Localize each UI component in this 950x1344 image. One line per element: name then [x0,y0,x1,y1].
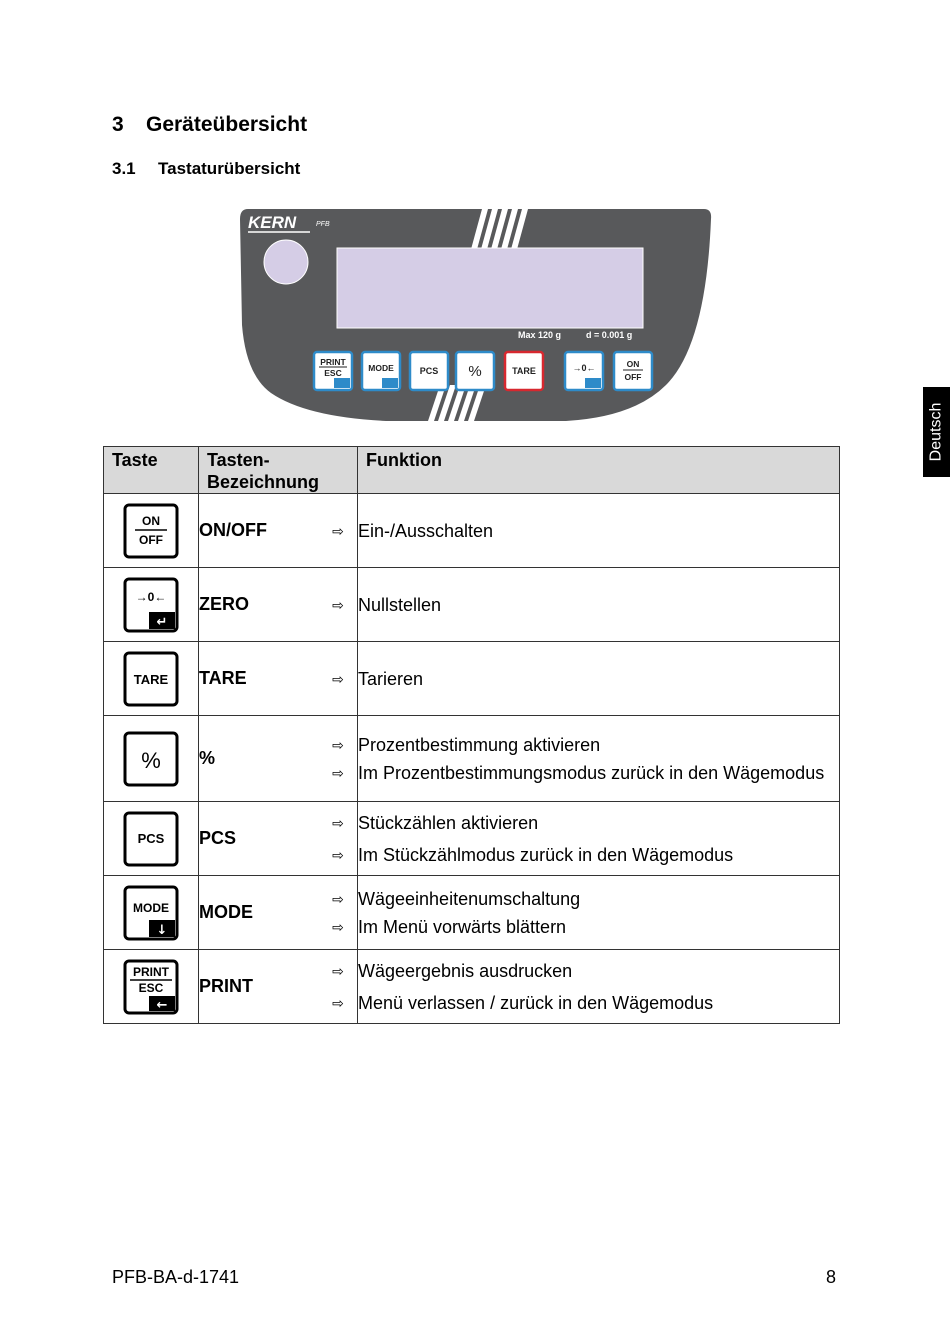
table-row [104,876,840,950]
table-header-row [104,447,840,494]
key-name: % [199,716,358,802]
section-heading: 3 Geräteübersicht [112,113,308,136]
arrow-right-icon: ⇨ [332,670,344,687]
readability-label: d = 0.001 g [586,330,633,340]
svg-text:OFF: OFF [139,532,163,547]
function-item: ⇨ Tarieren [358,667,839,691]
function-item: ⇨ Ein-/Ausschalten [358,519,839,543]
svg-text:TARE: TARE [133,671,169,687]
arrow-right-icon: ⇨ [332,764,344,781]
svg-text:ON: ON [626,359,640,369]
svg-text:PCS: PCS [137,830,165,846]
svg-text:TARE: TARE [512,366,536,376]
key-name: PRINT [199,950,358,1024]
keypad-panel-illustration [236,205,716,423]
table-row [104,642,840,716]
brand-logo: KERN [248,213,297,232]
function-item: ⇨ Wägeeinheitenumschaltung [358,887,839,911]
svg-text:%: % [141,747,161,773]
function-item: ⇨ Prozentbestimmung aktivieren [358,733,839,757]
function-item: ⇨ Nullstellen [358,593,839,617]
arrow-right-icon: ⇨ [332,918,344,935]
svg-text:ESC: ESC [138,980,164,995]
function-item: ⇨ Im Prozentbestimmungsmodus zurück in den Wägemodus [358,761,839,785]
print-esc-key-icon [123,959,179,1015]
key-name: PCS [199,802,358,876]
panel-key-zero [565,352,603,390]
col-header-name: Tasten- Bezeichnung [199,447,358,494]
zero-key-icon [123,577,179,633]
on-off-key-icon [123,503,179,559]
panel-key-pcs [410,352,448,390]
table-row [104,716,840,802]
svg-text:ESC: ESC [324,368,342,378]
table-row [104,802,840,876]
table-row [104,568,840,642]
capacity-label: Max 120 g [518,330,562,340]
col-header-key: Taste [104,447,199,494]
function-item: ⇨ Menü verlassen / zurück in den Wägemodus [358,991,839,1015]
svg-text:%: % [468,363,482,380]
language-tab: Deutsch [923,387,950,477]
svg-text:OFF: OFF [624,372,642,382]
col-header-function: Funktion [358,447,840,494]
table-row [104,950,840,1024]
pcs-key-icon [123,811,179,867]
svg-text:↵: ↵ [156,614,168,630]
display-window [337,248,643,328]
panel-key-tare [505,352,543,390]
key-name: ON/OFF [199,494,358,568]
document-id: PFB-BA-d-1741 [112,1267,240,1287]
arrow-right-icon: ⇨ [332,846,344,863]
mode-key-icon [123,885,179,941]
arrow-right-icon: ⇨ [332,994,344,1011]
svg-text:PRINT: PRINT [133,964,169,979]
level-indicator [264,240,308,284]
tare-key-icon [123,651,179,707]
svg-text:MODE: MODE [368,363,394,373]
arrow-right-icon: ⇨ [332,736,344,753]
key-name: ZERO [199,568,358,642]
function-item: ⇨ Im Menü vorwärts blättern [358,915,839,939]
panel-key-on-off [614,352,652,390]
percent-key-icon [123,731,179,787]
svg-text:MODE: MODE [133,900,169,915]
svg-text:↓: ↓ [156,922,168,938]
function-item: ⇨ Wägeergebnis ausdrucken [358,959,839,983]
svg-text:PRINT: PRINT [320,357,346,367]
page-number: 8 [826,1267,837,1287]
key-name: MODE [199,876,358,950]
panel-key-print-esc [314,352,352,390]
svg-text:→0←: →0← [572,363,596,373]
table-row [104,494,840,568]
key-name: TARE [199,642,358,716]
function-item: ⇨ Im Stückzählmodus zurück in den Wägemodus [358,843,839,867]
subsection-heading: 3.1 Tastaturübersicht [112,159,301,178]
panel-key-percent [456,352,494,390]
svg-text:→0←: →0← [135,589,167,604]
arrow-right-icon: ⇨ [332,814,344,831]
arrow-right-icon: ⇨ [332,890,344,907]
function-item: ⇨ Stückzählen aktivieren [358,811,839,835]
model-label: PFB [316,221,330,228]
arrow-right-icon: ⇨ [332,962,344,979]
arrow-right-icon: ⇨ [332,596,344,613]
svg-text:PCS: PCS [419,366,439,376]
key-overview-table [103,446,840,1024]
panel-key-mode [362,352,400,390]
svg-text:←: ← [156,997,168,1013]
arrow-right-icon: ⇨ [332,522,344,539]
svg-text:ON: ON [142,513,160,528]
